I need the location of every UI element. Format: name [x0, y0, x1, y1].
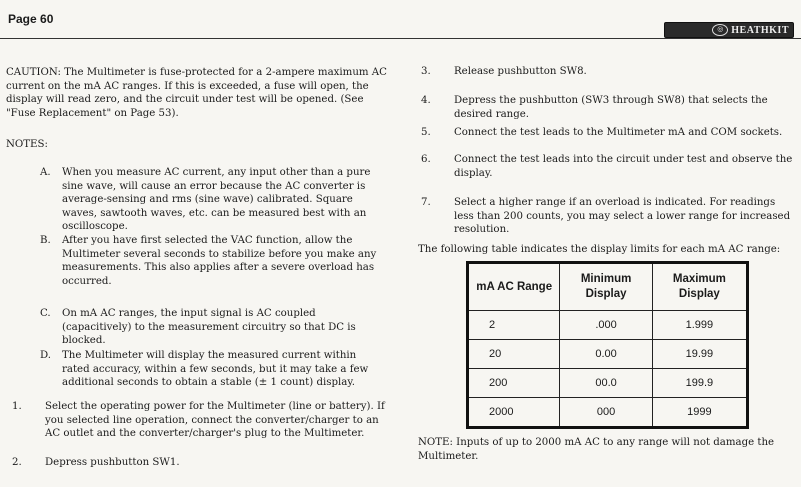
note-text: When you measure AC current, any input other than a pure sine wave, will cause an error because the AC converter is average-sensing and rms (sine wave) calibrated. Square waves, sawtooth waves, etc. can be measured best with an oscilloscope.	[62, 167, 371, 232]
table-row	[468, 340, 748, 369]
note-text: On mA AC ranges, the input signal is AC coupled (capacitively) to the measurement circuitry so that DC is blocked.	[62, 308, 356, 346]
table-cell: 1999	[652, 398, 747, 428]
step-text: Connect the test leads to the Multimeter mA and COM sockets.	[454, 127, 783, 138]
page-number: Page 60	[8, 12, 54, 26]
step-text: Depress the pushbutton (SW3 through SW8) that selects the desired range.	[454, 95, 768, 120]
table-cell: 00.0	[560, 369, 652, 398]
table-cell: 2	[468, 311, 560, 340]
step-text: Select a higher range if an overload is indicated. For readings less than 200 counts, you may select a lower range for increased resolution.	[454, 197, 791, 235]
column-header: Maximum Display	[652, 263, 747, 311]
notes-heading: NOTES:	[6, 139, 48, 150]
step-number: 1.	[12, 401, 22, 412]
table-intro: The following table indicates the display limits for each mA AC range:	[418, 244, 781, 255]
step-number: 6.	[421, 154, 431, 165]
step-text: Release pushbutton SW8.	[454, 66, 587, 77]
logo-text: HEATHKIT	[731, 24, 789, 36]
step-text: Connect the test leads into the circuit under test and observe the display.	[454, 154, 793, 179]
note-text: The Multimeter will display the measured current within rated accuracy, within a few seconds, but it may take a few additional seconds to obtain a stable (± 1 count) display.	[62, 350, 369, 388]
table-cell: 1.999	[652, 311, 747, 340]
heathkit-logo	[664, 22, 794, 38]
note-letter: D.	[40, 350, 52, 361]
table-row	[468, 369, 748, 398]
step-number: 4.	[421, 95, 431, 106]
table-header-row	[468, 263, 748, 311]
note-paragraph: NOTE: Inputs of up to 2000 mA AC to any range will not damage the Multimeter.	[418, 437, 775, 462]
step-number: 2.	[12, 457, 22, 468]
logo-emblem-icon: ◎	[712, 24, 728, 36]
table-cell: .000	[560, 311, 652, 340]
caution-paragraph: CAUTION: The Multimeter is fuse-protected for a 2-ampere maximum AC current on the mA AC ranges. If this is exceeded, a fuse will open, the display will read zero, and the circuit under test will be opened. (See "Fuse Replacement" on Page 53).	[6, 67, 387, 119]
table-row	[468, 398, 748, 428]
table-cell: 199.9	[652, 369, 747, 398]
column-header: mA AC Range	[468, 263, 560, 311]
table-cell: 19.99	[652, 340, 747, 369]
table-row	[468, 311, 748, 340]
table-cell: 20	[468, 340, 560, 369]
step-text: Select the operating power for the Multimeter (line or battery). If you selected line operation, connect the converter/charger to an AC outlet and the converter/charger's plug to the Multimeter.	[45, 401, 385, 439]
step-number: 5.	[421, 127, 431, 138]
note-letter: B.	[40, 235, 51, 246]
step-text: Depress pushbutton SW1.	[45, 457, 180, 468]
table-cell: 200	[468, 369, 560, 398]
note-letter: C.	[40, 308, 51, 319]
step-number: 3.	[421, 66, 431, 77]
note-letter: A.	[40, 167, 51, 178]
column-header: Minimum Display	[560, 263, 652, 311]
table-cell: 2000	[468, 398, 560, 428]
table-cell: 0.00	[560, 340, 652, 369]
step-number: 7.	[421, 197, 431, 208]
header-rule	[0, 38, 801, 39]
note-text: After you have first selected the VAC function, allow the Multimeter several seconds to stabilize before you make any measurements. This also applies after a severe overload has occurred.	[62, 235, 377, 287]
table-cell: 000	[560, 398, 652, 428]
display-limits-table	[466, 261, 749, 429]
